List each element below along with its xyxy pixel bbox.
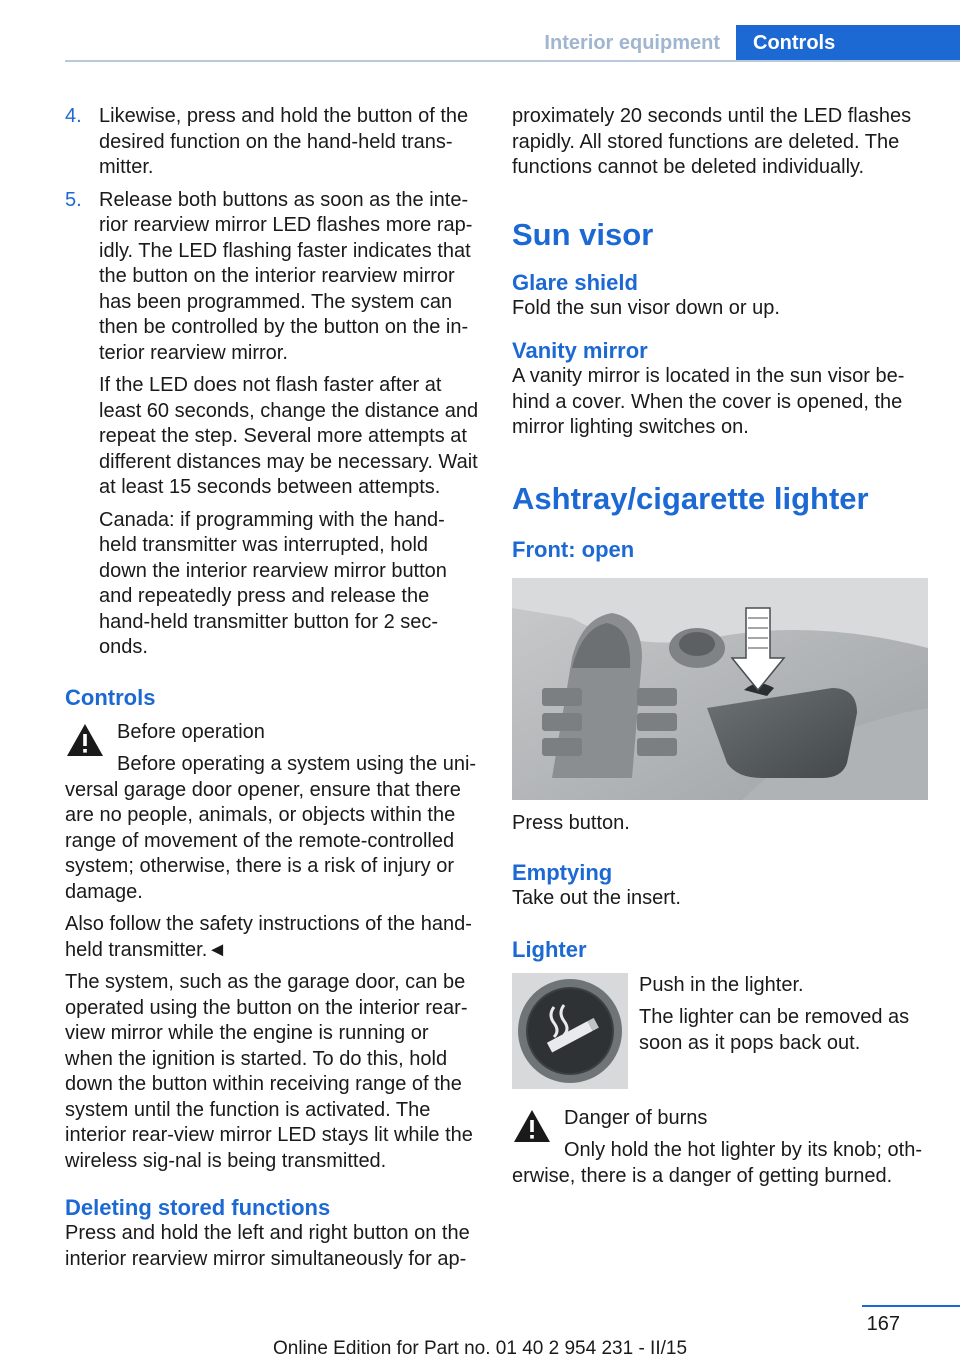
step-number: 4.: [65, 105, 82, 127]
lighter-remove-text: The lighter can be removed as soon as it pops back out.: [639, 1006, 910, 1054]
ashtray-photo: [512, 578, 928, 800]
warning-follow-text: Also follow the safety instructions of the hand-held transmitter.◄: [65, 913, 472, 961]
vanity-mirror-heading: Vanity mirror: [512, 338, 648, 363]
glare-shield-text: Fold the sun visor down or up.: [512, 296, 780, 319]
step-4: [65, 104, 481, 181]
page-number-rule: [862, 1305, 960, 1307]
section-tab: Interior equipment: [544, 32, 720, 54]
emptying-heading: Emptying: [512, 860, 613, 885]
lighter-block: [512, 973, 928, 1089]
emptying-text: Take out the insert.: [512, 887, 681, 909]
deleting-text: Press and hold the left and right button on the interior rearview mirror simultaneously for ap-: [65, 1222, 470, 1270]
step-number: 5.: [65, 188, 82, 211]
system-operation-text: The system, such as the garage door, can be operated using the button on the interior rear-view mirror while the engine is running or when the ignition is started. To do this, hold down the button within receiving range of the system until the function is activated. The interior rear-view mirror LED stays lit while the wireless sig-nal is being transmitted.: [65, 971, 473, 1172]
press-button-text: Press button.: [512, 811, 630, 834]
lighter-text-block: [639, 973, 929, 1057]
lighter-heading: Lighter: [512, 936, 587, 962]
deleting-continued-text: proximately 20 seconds until the LED flashes rapidly. All stored functions are deleted. The functions cannot be deleted individually.: [512, 105, 912, 178]
warning-block: [65, 720, 481, 906]
right-column: [512, 104, 928, 1189]
danger-block: [512, 1106, 928, 1190]
warning-text: Before operating a system using the uni-versal garage door opener, ensure that there are no people, animals, or objects within the range of movement of the remote-controlled system; otherwise, there is a risk of injury or damage.: [65, 753, 477, 903]
ashtray-heading: Ashtray/cigarette lighter: [512, 480, 869, 516]
lighter-push-text: Push in the lighter.: [639, 973, 804, 996]
step-5-note-led: If the LED does not flash faster after at least 60 seconds, change the distance and repeat the step. Several more attempts at different distances may be necessary. Wait at least 15 seconds between attempts.: [99, 374, 479, 498]
warning-triangle-icon: [65, 722, 105, 758]
danger-title: Danger of burns: [564, 1106, 708, 1129]
warning-title: Before operation: [117, 720, 265, 743]
step-5: [65, 188, 481, 367]
danger-text: Only hold the hot lighter by its knob; oth-erwise, there is a danger of getting burned.: [512, 1139, 922, 1187]
controls-heading: Controls: [65, 684, 156, 710]
deleting-heading: Deleting stored functions: [65, 1195, 331, 1220]
header-rule: [65, 60, 960, 62]
step-text: Release both buttons as soon as the inte-rior rearview mirror LED flashes more rap-idly. The LED flashing faster indicates that the button on the interior rearview mirror has been programmed. The system can then be controlled by the button on the in-terior rearview mirror.: [99, 188, 473, 364]
chapter-tab: Controls: [736, 25, 960, 61]
warning-triangle-icon: [512, 1108, 552, 1144]
page-number: 167: [866, 1313, 900, 1335]
front-open-heading: Front: open: [512, 536, 635, 562]
vanity-mirror-text: A vanity mirror is located in the sun visor be-hind a cover. When the cover is opened, the mirror lighting switches on.: [512, 365, 905, 438]
edition-footer: Online Edition for Part no. 01 40 2 954 231 - II/15: [272, 1338, 688, 1359]
glare-shield-heading: Glare shield: [512, 269, 638, 295]
step-5-note-canada: Canada: if programming with the hand-held transmitter was interrupted, hold down the interior rearview mirror button and repeatedly press and release the hand-held transmitter button for 2 sec-onds.: [99, 508, 447, 658]
sun-visor-heading: Sun visor: [512, 216, 654, 252]
left-column: [65, 104, 481, 1272]
step-text: Likewise, press and hold the button of the desired function on the hand-held trans-mitter.: [99, 105, 469, 178]
cigarette-lighter-icon: [512, 973, 628, 1089]
